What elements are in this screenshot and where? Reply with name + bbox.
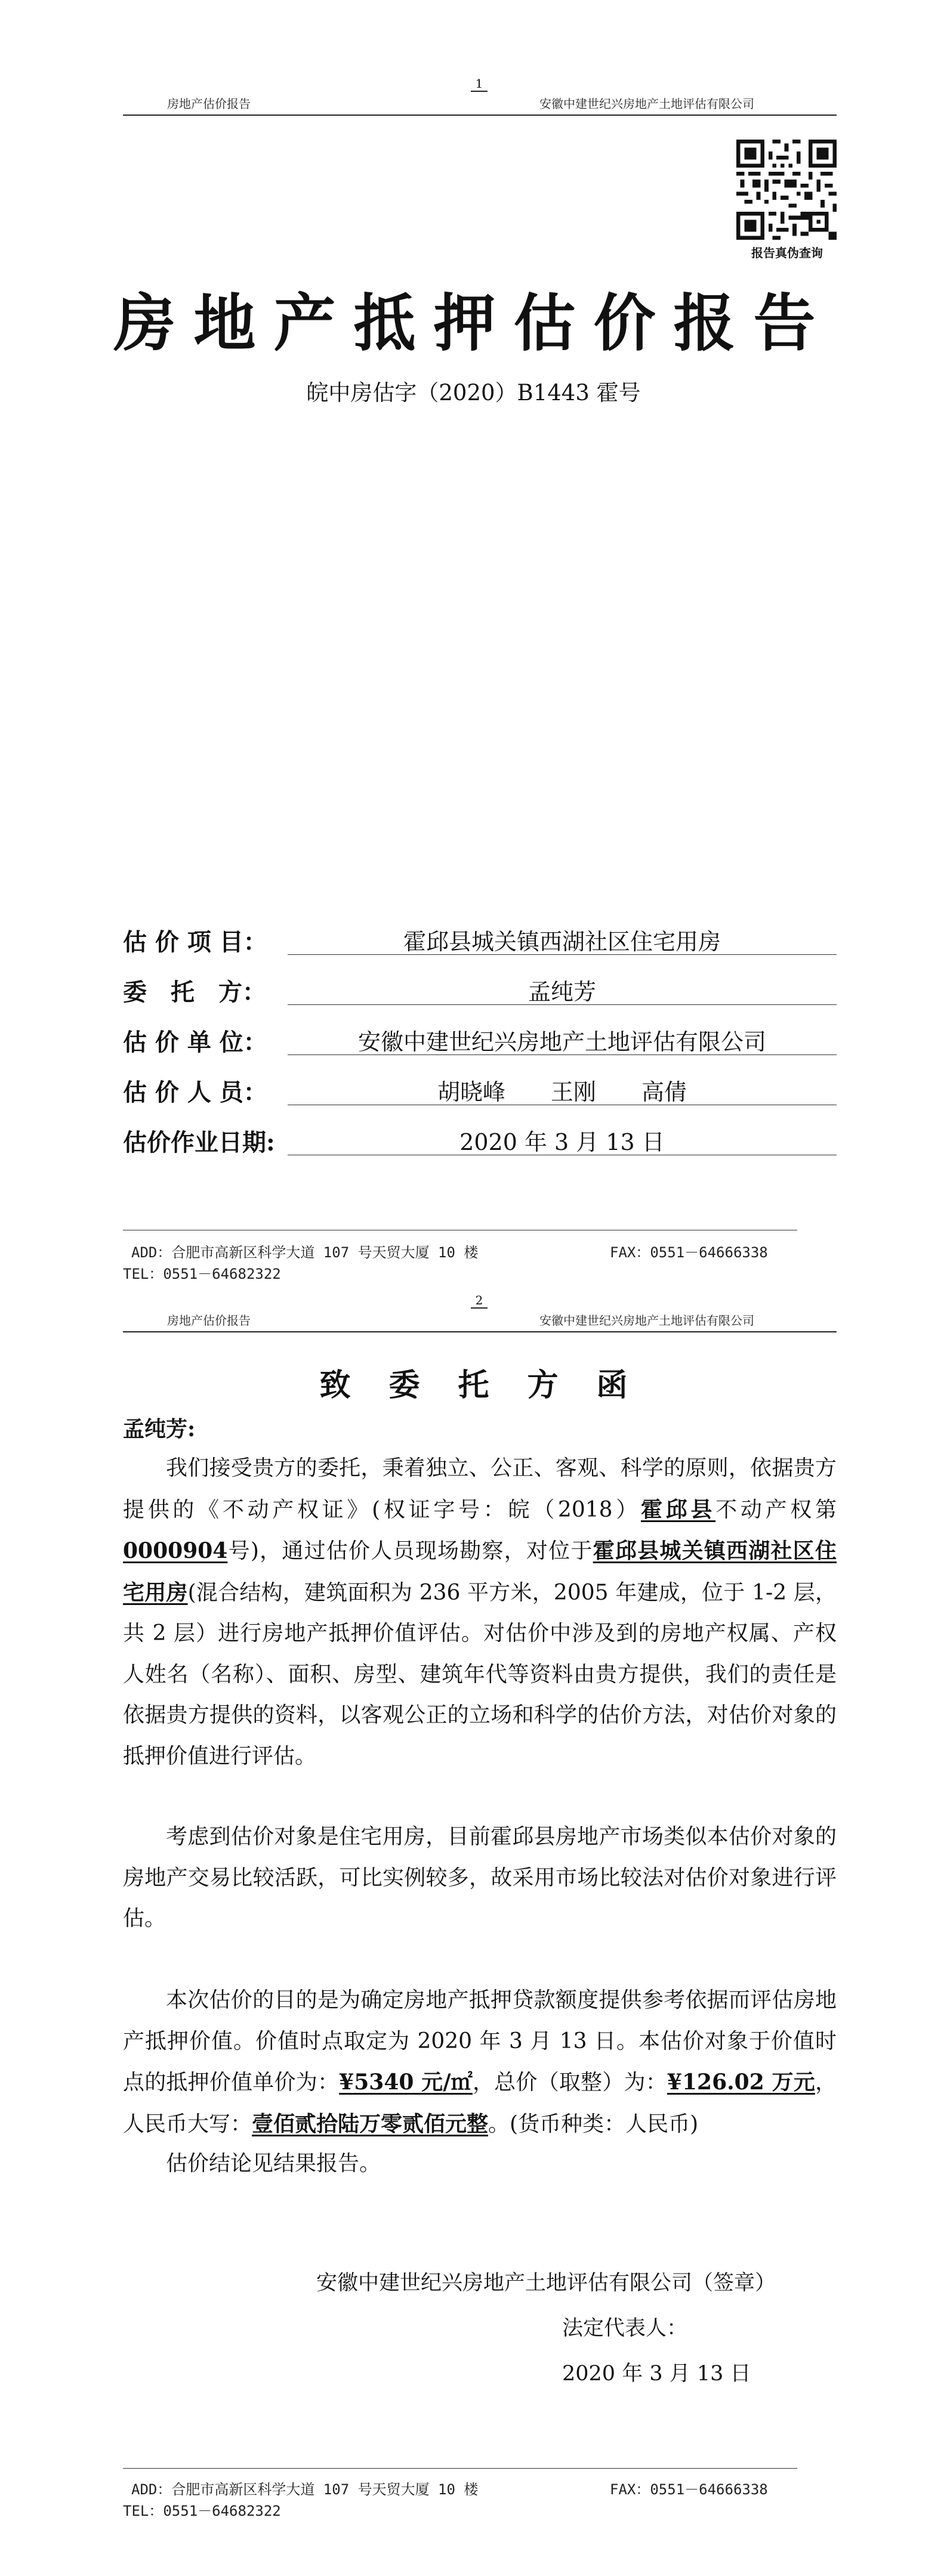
letter-title: 致委托方函 (319, 1367, 666, 1403)
field-value-work-date: 2020 年 3 月 13 日 (459, 1129, 665, 1155)
field-underline (288, 954, 837, 955)
header-left: 房地产估价报告 (167, 1313, 251, 1328)
header-rule (123, 115, 837, 116)
letter-paragraph-4: 估价结论见结果报告。 (166, 2151, 381, 2176)
field-value-client: 孟纯芳 (528, 979, 596, 1005)
letter-paragraph-2: 考虑到估价对象是住宅用房，目前霍邱县房地产市场类似本估价对象的房地产交易比较活跃，可比实例较多，故采用市场比较法对估价对象进行评估。 (123, 1824, 837, 1931)
footer-address: ADD：合肥市高新区科学大道 107 号天贸大厦 10 楼 (131, 2481, 479, 2498)
field-label-project: 估 价 项 目： (123, 928, 267, 956)
letter-paragraph-3: 本次估价的目的是为确定房地产抵押贷款额度提供参考依据而评估房地产抵押价值。价值时点取定为 2020 年 3 月 13 日。本估价对象于价值时点的抵押价值单价为：¥5340 元/㎡，总价（取整）为：¥126.02 万元，人民币大写：壹佰贰拾陆万零贰佰元整。(货币种类：人民币) (123, 1988, 837, 2136)
letter-paragraph-1: 我们接受贵方的委托，秉着独立、公正、客观、科学的原则，依据贵方提供的《不动产权证》(权证字号：皖（2018）霍邱县不动产权第 0000904号)，通过估价人员现场勘察，对位于霍邱县城关镇西湖社区住宅用房(混合结构，建筑面积为 236 平方米，2005 年建成，位于 1-2 层，共 2 层）进行房地产抵押价值评估。对估价中涉及到的房地产权属、产权人姓名（名称）、面积、房型、建筑年代等资料由贵方提供，我们的责任是依据贵方提供的资料，以客观公正的立场和科学的估价方法，对估价对象的抵押价值进行评估。 (123, 1456, 837, 1768)
report-title: 房地产抵押估价报告 (113, 286, 834, 360)
field-value-project: 霍邱县城关镇西湖社区住宅用房 (403, 929, 721, 955)
qr-code-icon[interactable] (736, 140, 837, 240)
field-value-appraiser-unit: 安徽中建世纪兴房地产土地评估有限公司 (357, 1029, 766, 1055)
header-rule (123, 1331, 837, 1332)
field-underline (288, 1054, 837, 1055)
qr-caption: 报告真伪查询 (751, 246, 823, 260)
document-number: 皖中房估字（2020）B1443 霍号 (306, 380, 641, 406)
footer-tel: TEL：0551－64682322 (123, 2503, 281, 2519)
field-label-appraiser-unit: 估 价 单 位： (123, 1028, 267, 1056)
header-right: 安徽中建世纪兴房地产土地评估有限公司 (539, 97, 754, 111)
header-left: 房地产估价报告 (167, 97, 251, 111)
signature-company: 安徽中建世纪兴房地产土地评估有限公司（签章） (316, 2271, 776, 2295)
header-right: 安徽中建世纪兴房地产土地评估有限公司 (539, 1313, 754, 1328)
page-number: 2 (461, 1293, 497, 1307)
letter-salutation: 孟纯芳: (123, 1417, 196, 1442)
field-underline (288, 1004, 837, 1005)
field-value-appraisers: 胡晓峰 王刚 高倩 (437, 1079, 687, 1105)
footer-fax: FAX：0551－64666338 (610, 1244, 768, 1261)
footer-tel: TEL：0551－64682322 (123, 1266, 281, 1282)
field-label-appraisers: 估 价 人 员： (123, 1078, 267, 1106)
footer-address: ADD：合肥市高新区科学大道 107 号天贸大厦 10 楼 (131, 1244, 479, 1261)
footer-rule (123, 2468, 797, 2469)
signature-date: 2020 年 3 月 13 日 (562, 2362, 751, 2386)
field-label-client: 委 托 方： (123, 978, 266, 1006)
signature-representative: 法定代表人： (562, 2317, 688, 2340)
footer-fax: FAX：0551－64666338 (610, 2481, 768, 2498)
page-number: 1 (461, 76, 497, 91)
field-label-work-date: 估价作业日期: (123, 1128, 275, 1156)
